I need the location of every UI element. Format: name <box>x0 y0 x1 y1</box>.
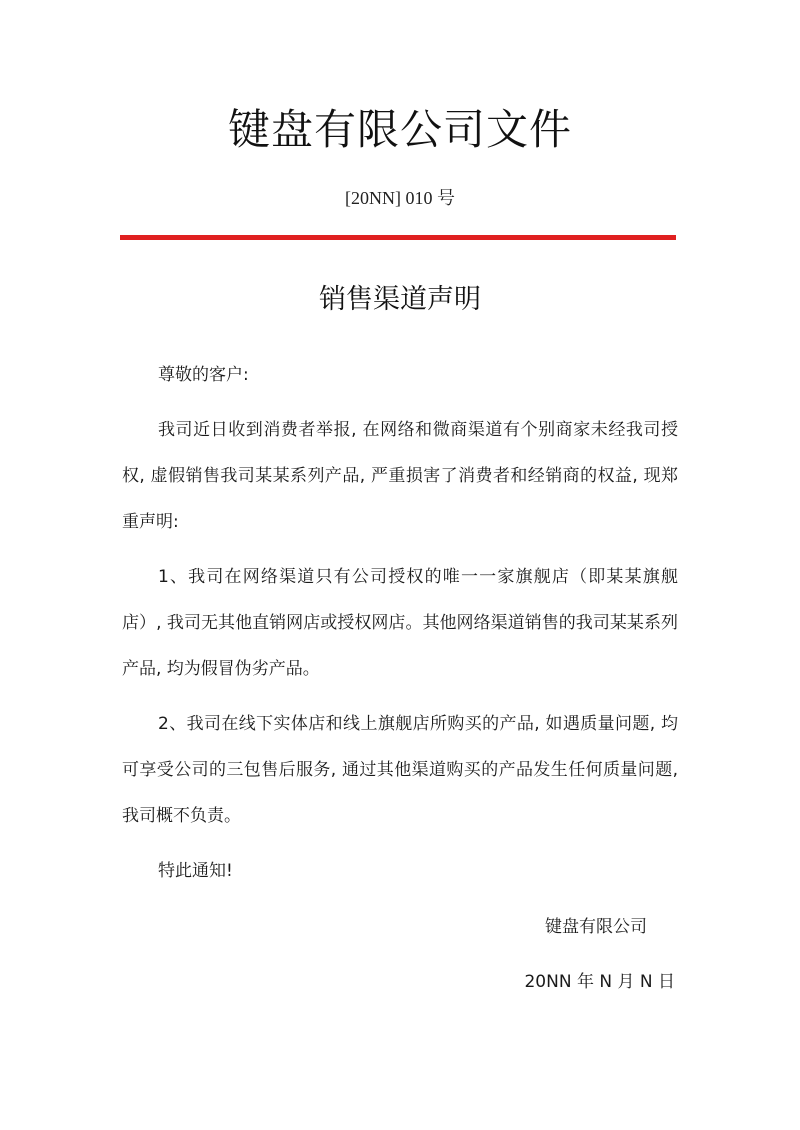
notice-subject: 销售渠道声明 <box>319 284 481 315</box>
red-divider-rule <box>120 235 676 240</box>
paragraph-intro: 我司近日收到消费者举报, 在网络和微商渠道有个别商家未经我司授权, 虚假销售我司某某系列产品, 严重损害了消费者和经销商的权益, 现郑重声明: <box>122 420 678 532</box>
salutation: 尊敬的客户: <box>158 365 249 385</box>
paragraph-item-1: 1、我司在网络渠道只有公司授权的唯一一家旗舰店（即某某旗舰店）, 我司无其他直销网店或授权网店。其他网络渠道销售的我司某某系列产品, 均为假冒伪劣产品。 <box>122 567 678 679</box>
issue-date: 20NN 年 N 月 N 日 <box>524 972 675 992</box>
closing-line: 特此通知! <box>158 861 233 881</box>
document-number: [20NN] 010 号 <box>345 188 455 208</box>
document-title: 键盘有限公司文件 <box>227 105 572 154</box>
company-signature: 键盘有限公司 <box>545 917 647 937</box>
paragraph-item-2: 2、我司在线下实体店和线上旗舰店所购买的产品, 如遇质量问题, 均可享受公司的三包售后服务, 通过其他渠道购买的产品发生任何质量问题, 我司概不负责。 <box>122 714 678 826</box>
